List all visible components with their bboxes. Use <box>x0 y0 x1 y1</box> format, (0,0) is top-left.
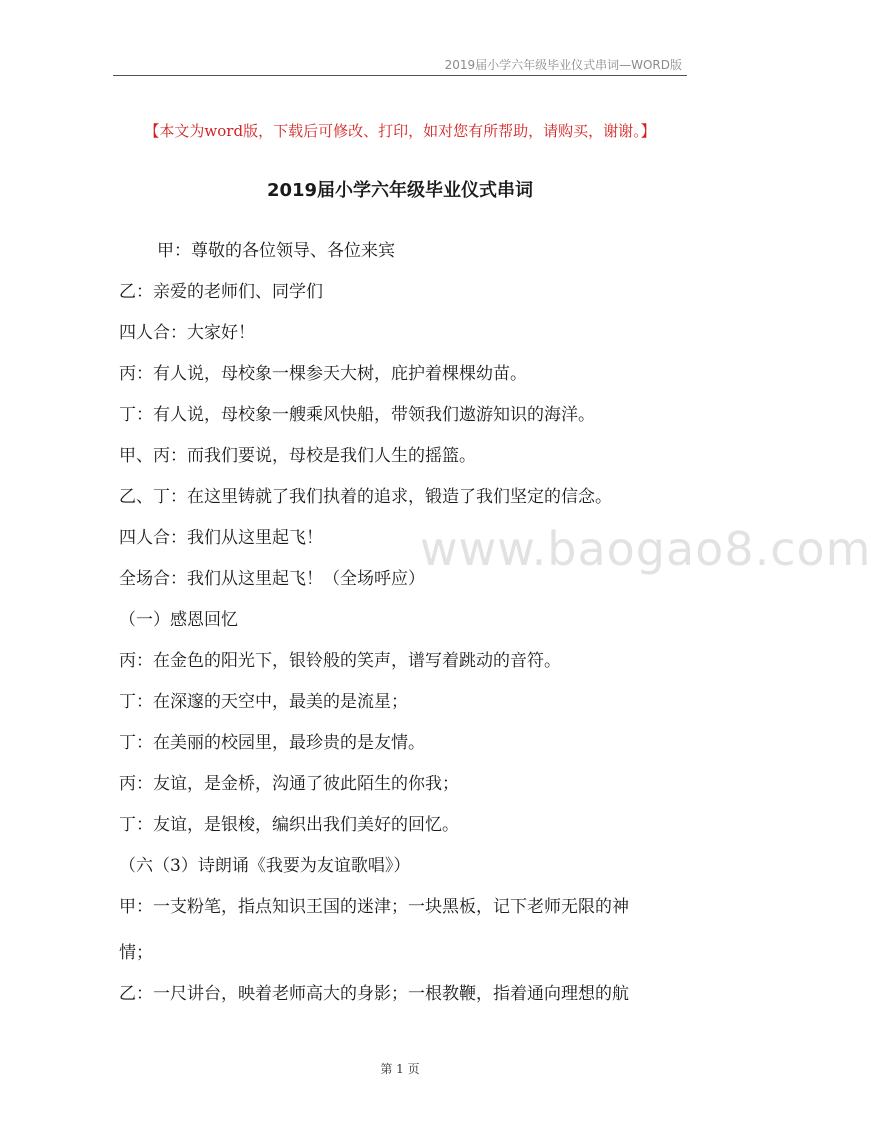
document-title: 2019届小学六年级毕业仪式串词 <box>266 180 534 201</box>
running-header: 2019届小学六年级毕业仪式串词—WORD版 <box>444 58 682 72</box>
script-line: 丁：友谊，是银梭，编织出我们美好的回忆。 <box>119 815 459 835</box>
page-number: 第 1 页 <box>380 1062 420 1076</box>
script-line: 乙：一尺讲台，映着老师高大的身影；一根教鞭，指着通向理想的航 <box>119 984 629 1004</box>
script-line: 丙：友谊，是金桥，沟通了彼此陌生的你我； <box>119 774 459 794</box>
purchase-notice: 【本文为word版，下载后可修改、打印，如对您有所帮助，请购买，谢谢。】 <box>144 122 656 140</box>
script-line: 甲、丙：而我们要说，母校是我们人生的摇篮。 <box>119 446 476 466</box>
script-line: 四人合：大家好！ <box>119 323 255 343</box>
script-line: 全场合：我们从这里起飞！（全场呼应） <box>119 569 425 589</box>
script-line: 丙：有人说，母校象一棵参天大树，庇护着棵棵幼苗。 <box>119 364 527 384</box>
script-line: 丙：在金色的阳光下，银铃般的笑声，谱写着跳动的音符。 <box>119 651 561 671</box>
script-line-continued: 情； <box>119 943 153 963</box>
script-line: 甲：尊敬的各位领导、各位来宾 <box>157 241 395 261</box>
script-line: 丁：在深邃的天空中，最美的是流星； <box>119 692 408 712</box>
script-line: 乙：亲爱的老师们、同学们 <box>119 282 323 302</box>
header-divider <box>113 75 687 76</box>
script-line: 乙、丁：在这里铸就了我们执着的追求，锻造了我们坚定的信念。 <box>119 487 612 507</box>
watermark: www.baogao8.com <box>420 522 871 576</box>
script-line: 丁：有人说，母校象一艘乘风快船，带领我们遨游知识的海洋。 <box>119 405 595 425</box>
program-item: （六（3）诗朗诵《我要为友谊歌唱》） <box>119 856 411 876</box>
script-body <box>119 236 684 1020</box>
section-heading: （一）感恩回忆 <box>119 610 238 630</box>
script-line: 丁：在美丽的校园里，最珍贵的是友情。 <box>119 733 425 753</box>
script-line: 甲：一支粉笔，指点知识王国的迷津；一块黑板，记下老师无限的神 <box>119 897 629 917</box>
script-line: 四人合：我们从这里起飞！ <box>119 528 323 548</box>
